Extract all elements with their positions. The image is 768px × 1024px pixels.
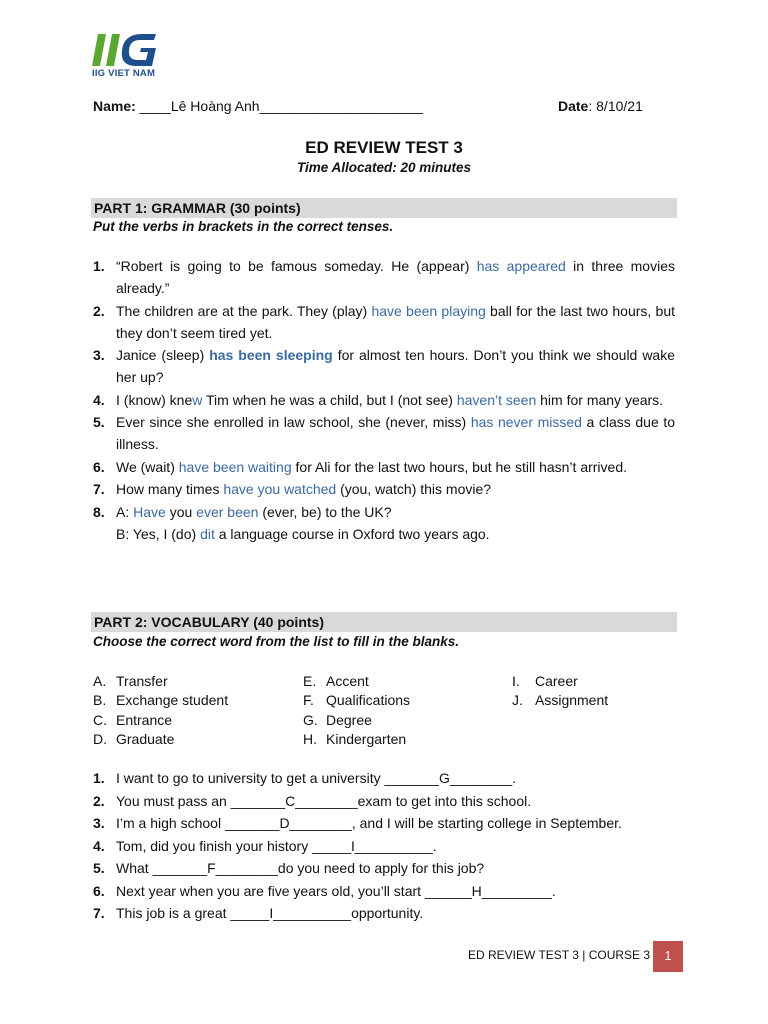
question-text: How many times [116,481,224,497]
option-item [303,691,410,710]
option-word: Entrance [116,711,173,728]
question-number: 7. [93,481,105,497]
grammar-question [93,389,675,411]
question-number: 7. [93,905,105,921]
question-text: You must pass an _______C________exam to get into this school. [116,792,532,809]
answer-text: have you watched [223,481,337,497]
option-letter: F. [303,692,314,709]
option-letter: G. [303,711,318,728]
vocabulary-question [93,812,675,834]
vocabulary-question [93,790,675,812]
option-letter: B. [93,692,107,709]
option-item [512,691,608,710]
question-number: 2. [93,792,105,809]
option-letter: H. [303,730,317,747]
question-text: a class due to illness. [116,414,676,452]
question-text: a language course in Oxford two years ago. [214,526,490,542]
question-number: 4. [93,837,105,854]
date-line [558,98,643,114]
name-value: ____Lê Hoàng Anh_____________________ [135,98,424,114]
answer-text: dit [200,526,215,542]
answer-text: have been playing [371,302,486,319]
date-value: : 8/10/21 [588,98,643,114]
option-letter: A. [93,673,107,689]
question-number: 8. [93,503,105,520]
question-text: Tim when he was a child, but I (not see) [202,391,457,408]
option-item [303,730,410,749]
grammar-question [93,344,675,388]
question-text: Next year when you are five years old, you’ll start ______H_________. [116,882,556,899]
question-text: in three movies already.” [116,258,675,296]
part2-instruction: Choose the correct word from the list to fill in the blanks. [93,634,460,649]
question-text: you [165,503,197,520]
option-word: Kindergarten [326,730,407,747]
answer-text: has been sleeping [209,347,333,363]
question-text: for Ali for the last two hours, but he still hasn’t arrived. [291,458,628,475]
question-text: This job is a great _____I__________opportunity. [116,905,424,921]
name-label: Name: [93,98,136,114]
question-text: him for many years. [536,391,664,408]
grammar-question [93,255,675,299]
answer-text: w [192,391,203,408]
option-word: Graduate [116,730,175,747]
option-item [93,691,228,710]
logo-text: IIG VIET NAM [92,68,156,79]
question-text: (ever, be) to the UK? [258,503,392,520]
vocabulary-question [93,857,675,879]
option-column [93,672,228,749]
question-number: 4. [93,391,105,408]
option-word: Assignment [535,692,609,709]
iig-logo [92,32,162,80]
question-text: The children are at the park. They (play) [116,302,372,319]
question-number: 2. [93,302,105,319]
question-text: (you, watch) this movie? [336,481,492,497]
option-item [93,711,228,730]
grammar-question [93,411,675,455]
option-letter: D. [93,730,107,747]
date-label: Date [558,98,589,114]
question-number: 5. [93,860,105,876]
option-item [512,672,608,691]
option-item [93,730,228,749]
question-number: 1. [93,770,105,786]
question-text: for almost ten hours. Don’t you think we should wake her up? [116,347,675,385]
option-item [303,711,410,730]
question-text: Ever since she enrolled in law school, she (never, miss) [116,414,471,430]
page-subtitle: Time Allocated: 20 minutes [296,160,472,175]
option-letter: I. [512,673,520,689]
answer-text: has appeared [476,258,566,274]
option-word: Transfer [116,673,168,689]
footer-text: ED REVIEW TEST 3 | COURSE 3 [468,948,651,962]
answer-text: Have [133,503,166,520]
option-word: Accent [326,673,369,689]
question-number: 5. [93,414,105,430]
part1-heading: PART 1: GRAMMAR (30 points) [91,198,677,218]
iig-logo-mark [92,32,162,68]
question-text: ball for the last two hours, but they don’t seem tired yet. [116,302,675,341]
option-letter: J. [512,692,523,709]
part2-question-list [93,767,675,925]
grammar-question [93,478,675,500]
option-item [303,672,410,691]
answer-text: have been waiting [178,458,292,475]
question-number: 1. [93,258,105,274]
question-number: 3. [93,815,105,831]
question-text: I’m a high school _______D________, and I will be starting college in September. [116,815,622,831]
question-number: 6. [93,882,105,899]
grammar-question [93,501,675,523]
answer-text: haven’t seen [456,391,537,408]
vocabulary-question [93,767,675,789]
option-item [93,672,228,691]
option-word: Degree [326,711,372,728]
vocabulary-question [93,880,675,902]
vocabulary-question [93,835,675,857]
grammar-question [93,523,675,545]
option-word: Career [535,673,578,689]
answer-text: has never missed [470,414,582,430]
question-number: 3. [93,347,105,363]
option-word: Qualifications [326,692,411,709]
question-text: I want to go to university to get a university _______G________. [116,770,517,786]
question-text: B: Yes, I (do) [116,526,201,542]
name-line [93,98,423,114]
part1-instruction: Put the verbs in brackets in the correct tenses. [93,219,394,234]
grammar-question [93,300,675,344]
option-column [512,672,608,711]
answer-text: ever been [196,503,259,520]
part1-question-list [93,255,675,546]
option-word: Exchange student [116,692,229,709]
vocabulary-question [93,902,675,924]
grammar-question [93,456,675,478]
question-text: Tom, did you finish your history _____I__________. [116,837,437,854]
question-text: “Robert is going to be famous someday. He (appear) [116,258,477,274]
page-number: 1 [653,941,683,972]
option-column [303,672,410,749]
question-text: What _______F________do you need to apply for this job? [116,860,485,876]
option-letter: E. [303,673,317,689]
part2-heading: PART 2: VOCABULARY (40 points) [91,612,677,632]
question-text: I (know) kne [116,391,193,408]
question-text: Janice (sleep) [116,347,210,363]
option-letter: C. [93,711,107,728]
page-title: ED REVIEW TEST 3 [305,138,463,157]
question-text: We (wait) [116,458,179,475]
question-text: A: [116,503,134,520]
question-number: 6. [93,458,105,475]
